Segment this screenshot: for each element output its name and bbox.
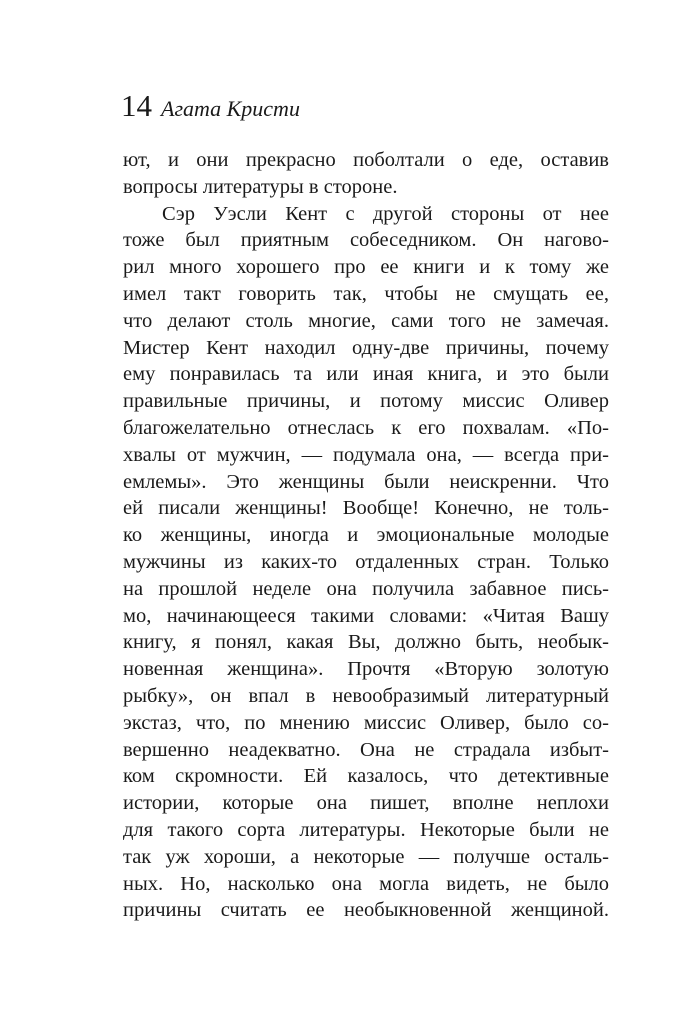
page-number: 14 xyxy=(121,88,152,123)
text-line: рыбку», он впал в невообразимый литературный xyxy=(123,684,609,707)
text-line: ей писали женщины! Вообще! Конечно, не толь- xyxy=(123,497,609,520)
text-line: вопросы литературы в стороне. xyxy=(123,175,398,198)
text-line: емлемы». Это женщины были неискренни. Что xyxy=(123,470,609,493)
running-head xyxy=(121,88,300,128)
text-line: истории, которые она пишет, вполне неплохи xyxy=(123,792,609,815)
text-line: рил много хорошего про ее книги и к тому же xyxy=(123,256,609,279)
text-line: новенная женщина». Прочтя «Вторую золотую xyxy=(123,658,609,681)
text-line: ему понравилась та или иная книга, и это были xyxy=(123,363,609,386)
text-line: имел такт говорить так, чтобы не смущать ее, xyxy=(123,282,609,305)
text-line: хвалы от мужчин, — подумала она, — всегда при- xyxy=(123,443,609,466)
text-line: вершенно неадекватно. Она не страдала избыт- xyxy=(123,738,609,761)
text-line: благожелательно отнеслась к его похвалам. «По- xyxy=(123,416,609,439)
text-line: на прошлой неделе она получила забавное пись- xyxy=(123,577,609,600)
text-line: причины считать ее необыкновенной женщиной. xyxy=(123,899,609,922)
text-line: мо, начинающееся такими словами: «Читая Вашу xyxy=(123,604,609,627)
text-line: ком скромности. Ей казалось, что детективные xyxy=(123,765,609,788)
text-line: так уж хороши, а некоторые — получше осталь- xyxy=(123,845,609,868)
text-line: ко женщины, иногда и эмоциональные молодые xyxy=(123,524,609,547)
text-line: Сэр Уэсли Кент с другой стороны от нее xyxy=(162,202,609,225)
text-line: для такого сорта литературы. Некоторые были не xyxy=(123,818,609,841)
text-line: тоже был приятным собеседником. Он нагово- xyxy=(123,229,609,252)
text-line: мужчины из каких-то отдаленных стран. Только xyxy=(123,550,609,573)
text-line: экстаз, что, по мнению миссис Оливер, было со- xyxy=(123,711,609,734)
text-line: что делают столь многие, сами того не замечая. xyxy=(123,309,609,332)
running-head-author: Агата Кристи xyxy=(161,96,300,121)
text-line: ют, и они прекрасно поболтали о еде, оставив xyxy=(123,149,609,171)
text-line: правильные причины, и потому миссис Оливер xyxy=(123,390,609,413)
text-line: ных. Но, насколько она могла видеть, не было xyxy=(123,872,609,895)
body-text xyxy=(123,147,609,924)
text-line: книгу, я понял, какая Вы, должно быть, необык- xyxy=(123,631,609,654)
text-line: Мистер Кент находил одну-две причины, почему xyxy=(123,336,609,359)
